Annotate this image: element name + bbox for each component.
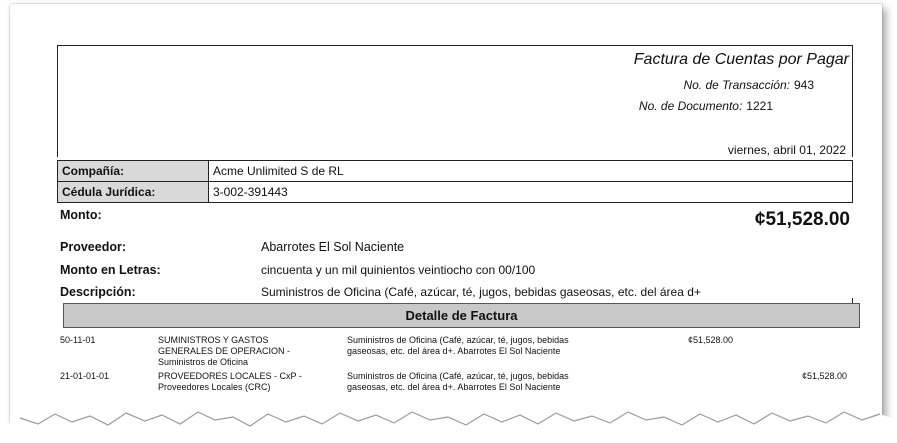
id-row: [58, 182, 853, 203]
description-label: Descripción:: [60, 285, 136, 299]
detail-row-1-debit: ¢51,528.00: [688, 335, 734, 345]
document-number: [639, 99, 773, 113]
company-info-table: [57, 160, 853, 203]
words-label: Monto en Letras:: [60, 263, 161, 277]
detail-row-2-account: 21-01-01-01: [60, 371, 110, 381]
invoice-title: Factura de Cuentas por Pagar: [633, 51, 849, 68]
company-value: Acme Unlimited S de RL: [209, 161, 853, 182]
detail-row-1-name-line: GENERALES DE OPERACION -: [158, 346, 291, 356]
document-value: 1221: [746, 99, 773, 113]
detail-row-2-desc-line: Suministros de Oficina (Café, azúcar, té, jugos, bebidas: [347, 371, 569, 381]
invoice-date: viernes, abril 01, 2022: [727, 143, 846, 157]
company-label: Compañía:: [58, 161, 209, 182]
detail-row-2-desc-line: gaseosas, etc. del área d+. Abarrotes El Sol Naciente: [347, 382, 561, 392]
detail-row-1-desc-line: gaseosas, etc. del área d+. Abarrotes El Sol Naciente: [347, 346, 561, 356]
detail-row-1-name-line: SUMINISTROS Y GASTOS: [158, 335, 269, 345]
detail-row-2-name: [158, 371, 302, 393]
document-label: No. de Documento:: [638, 99, 743, 113]
transaction-value: 943: [793, 78, 814, 92]
detail-row-1-description: [347, 335, 569, 357]
description-value: Suministros de Oficina (Café, azúcar, té, jugos, bebidas gaseosas, etc. del área d+: [261, 285, 701, 299]
supplier-value: Abarrotes El Sol Naciente: [261, 240, 405, 254]
detail-row-1-name-line: Suministros de Oficina: [158, 357, 249, 367]
detail-row-1-desc-line: Suministros de Oficina (Café, azúcar, té, jugos, bebidas: [347, 335, 569, 345]
transaction-label: No. de Transacción:: [683, 78, 790, 92]
supplier-label: Proveedor:: [60, 240, 126, 254]
detail-row-2-name-line: Proveedores Locales (CRC): [158, 382, 271, 392]
amount-value: ¢51,528.00: [754, 209, 850, 230]
id-label: Cédula Jurídica:: [58, 182, 209, 203]
company-row: [58, 161, 853, 182]
detail-section-header: Detalle de Factura: [63, 303, 860, 328]
detail-row-1-account: 50-11-01: [60, 335, 96, 345]
words-value: cincuenta y un mil quinientos veintiocho con 00/100: [261, 263, 536, 277]
detail-row-2-name-line: PROVEEDORES LOCALES - CxP -: [158, 371, 302, 381]
detail-row-2-credit: ¢51,528.00: [801, 371, 847, 381]
torn-edge: [0, 400, 897, 443]
amount-label: Monto:: [60, 208, 102, 222]
detail-row-1-name: [158, 335, 290, 368]
detail-row-2-description: [347, 371, 569, 393]
id-value: 3-002-391443: [209, 182, 853, 203]
transaction-number: [683, 78, 814, 92]
